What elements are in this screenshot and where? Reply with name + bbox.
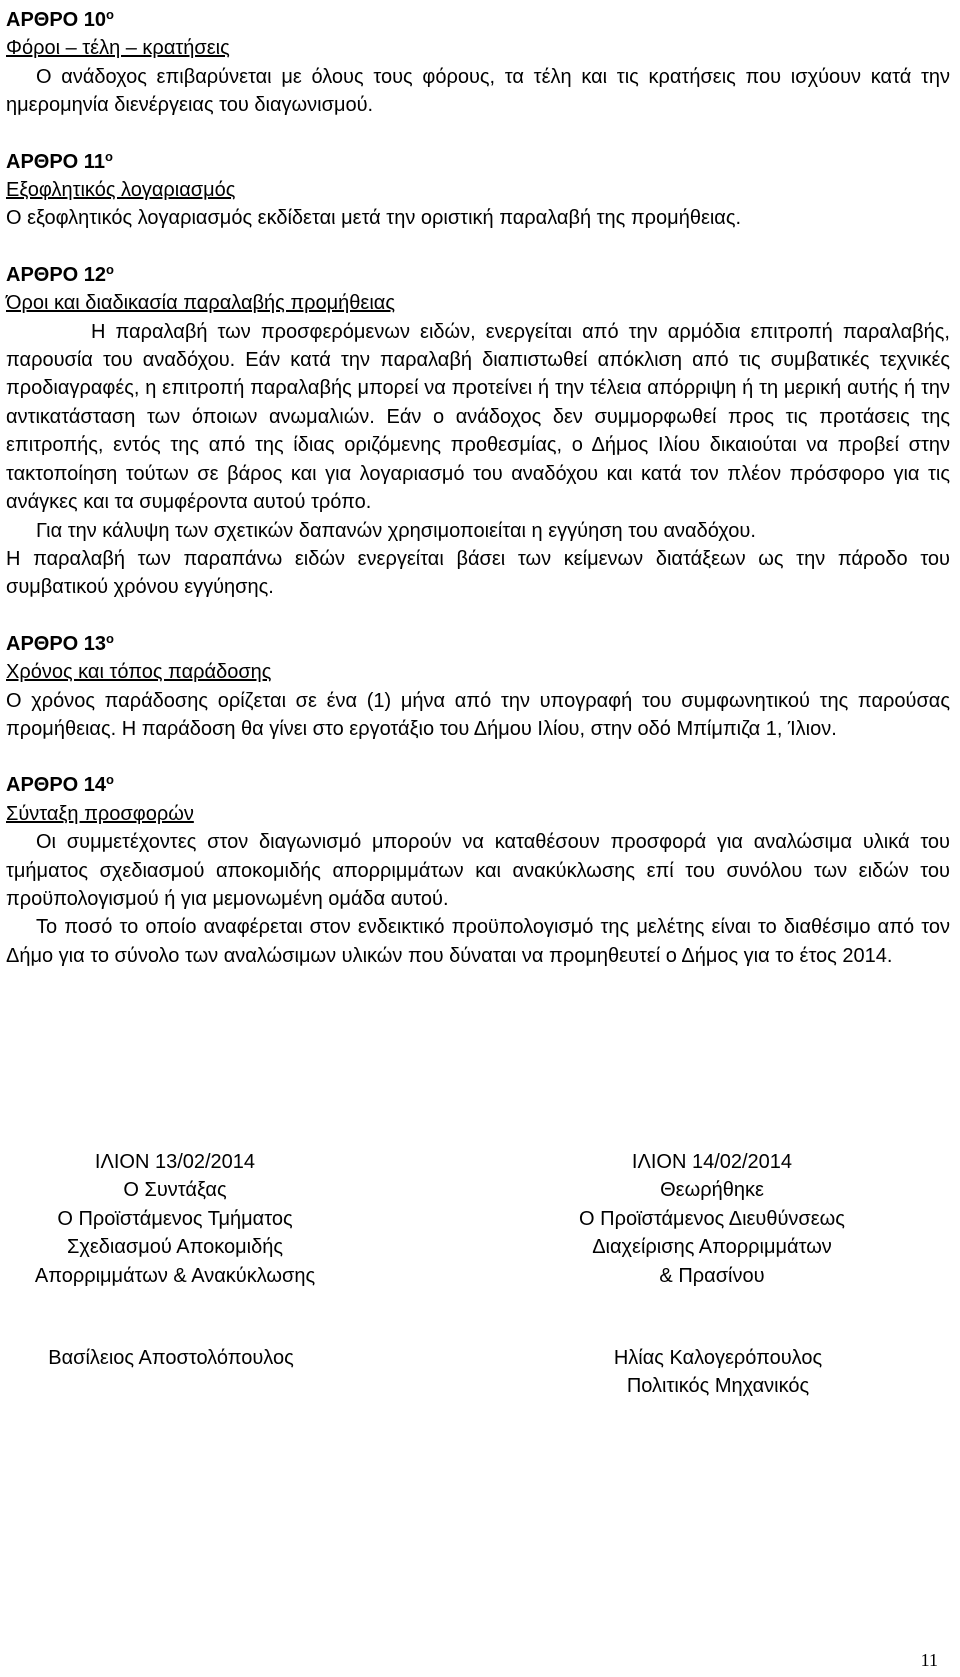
signatory-title: Πολιτικός Μηχανικός	[626, 1375, 810, 1398]
page-number: 11	[920, 1650, 938, 1670]
article-subheading: Όροι και διαδικασία παραλαβής προμήθειας	[6, 292, 395, 315]
signature-department: Σχεδιασμού Αποκομιδής	[66, 1236, 283, 1259]
signatory-name: Βασίλειος Αποστολόπουλος	[48, 1347, 294, 1369]
article-paragraph: Η παραλαβή των παραπάνω ειδών ενεργείται βάσει των κείμενων διατάξεων ως την πάροδο του συμβατικού χρόνου εγγύησης.	[6, 547, 950, 599]
document-page	[6, 6, 950, 970]
article-paragraph: Ο εξοφλητικός λογαριασμός εκδίδεται μετά την οριστική παραλαβή της προμήθειας.	[6, 207, 742, 230]
signature-date: ΙΛΙΟΝ 14/02/2014	[631, 1151, 793, 1173]
article-10	[6, 6, 950, 120]
signature-left	[0, 1148, 350, 1290]
signature-department: Απορριμμάτων & Ανακύκλωσης	[34, 1264, 316, 1287]
article-subheading: Σύνταξη προσφορών	[6, 802, 194, 825]
article-heading: ΑΡΘΡΟ $13^o$	[6, 630, 114, 655]
ordinal-suffix: ο	[106, 7, 114, 22]
signature-department: Διαχείρισης Απορριμμάτων	[592, 1236, 832, 1259]
article-12	[6, 261, 950, 602]
article-subheading: Χρόνος και τόπος παράδοσης	[6, 661, 272, 684]
signatory-name: Ηλίας Καλογερόπουλος	[613, 1347, 823, 1369]
signature-department: & Πρασίνου	[659, 1264, 765, 1287]
article-paragraph: Η παραλαβή των προσφερόμενων ειδών, ενεργείται από την αρμόδια επιτροπή παραλαβής, παρουσία του αναδόχου. Εάν κατά την παραλαβή διαπιστωθεί απόκλιση από τις συμβατικές τεχνικές προδιαγραφές, η επιτροπή παραλαβής μπορεί να προτείνει ή την τέλεια απόρριψη ή τη μερική αυτής ή την αντικατάσταση των όποιων ανωμαλιών. Εάν ο ανάδοχος δεν συμμορφωθεί προς τις προτάσεις της επιτροπής, εντός της από της ίδιας οριζόμενης προθεσμίας, ο Δήμος Ιλίου δικαιούται να προβεί στην τακτοποίηση τούτων σε βάρος και για λογαριασμό του αναδόχου και κατά τον πλέον πρόσφορο για τις ανάγκες και τα συμφέροντα αυτού τρόπο.	[6, 320, 950, 514]
ordinal-suffix: ο	[106, 630, 114, 646]
article-paragraph: Το ποσό το οποίο αναφέρεται στον ενδεικτικό προϋπολογισμό της μελέτης είναι το διαθέσιμο από τον Δήμο για το σύνολο των αναλώσιμων υλικών που δύναται να προμηθευτεί ο Δήμος για το έτος 2014.	[6, 916, 950, 967]
article-paragraph: Ο ανάδοχος επιβαρύνεται με όλους τους φόρους, τα τέλη και τις κρατήσεις που ισχύουν κατά την ημερομηνία διενέργειας του διαγωνισμού.	[6, 65, 950, 117]
article-13	[6, 630, 950, 744]
ordinal-suffix: ο	[106, 772, 114, 788]
signature-role: Ο Συντάξας	[123, 1179, 227, 1202]
article-subheading: Φόροι – τέλη – κρατήσεις	[6, 37, 230, 60]
article-subheading: Εξοφλητικός λογαριασμός	[6, 179, 236, 202]
article-11	[6, 148, 950, 233]
ordinal-suffix: ο	[106, 261, 114, 277]
article-14	[6, 771, 950, 970]
article-heading: ΑΡΘΡΟ $12^o$	[6, 261, 114, 286]
article-paragraph: Οι συμμετέχοντες στον διαγωνισμό μπορούν να καταθέσουν προσφορά για αναλώσιμα υλικά του τμήματος σχεδιασμού αποκομιδής απορριμμάτων και ανακύκλωσης επί του συνόλου των ειδών του προϋπολογισμού ή για μεμονωμένη ομάδα αυτού.	[6, 831, 950, 910]
article-paragraph: Για την κάλυψη των σχετικών δαπανών χρησιμοποιείται η εγγύηση του αναδόχου.	[36, 519, 756, 542]
article-heading: ΑΡΘΡΟ $11^o$	[6, 148, 113, 173]
signature-date: ΙΛΙΟΝ 13/02/2014	[94, 1151, 256, 1173]
ordinal-suffix: ο	[104, 148, 113, 164]
article-heading: ΑΡΘΡΟ $10^o$	[6, 7, 114, 31]
article-paragraph: Ο χρόνος παράδοσης ορίζεται σε ένα (1) μήνα από την υπογραφή του συμφωνητικού της παρούσας προμήθειας. Η παράδοση θα γίνει στο εργοτάξιο του Δήμου Ιλίου, στην οδό Μπίμπιζα 1, Ίλιον.	[6, 689, 950, 740]
article-heading: ΑΡΘΡΟ $14^o$	[6, 772, 114, 797]
signatory-right	[538, 1344, 898, 1401]
signature-role: Θεωρήθηκε	[660, 1179, 764, 1202]
signatory-left	[6, 1344, 336, 1372]
signature-position: Ο Προϊστάμενος Τμήματος	[57, 1207, 293, 1230]
signature-position: Ο Προϊστάμενος Διευθύνσεως	[579, 1207, 845, 1230]
signature-right	[532, 1148, 892, 1290]
